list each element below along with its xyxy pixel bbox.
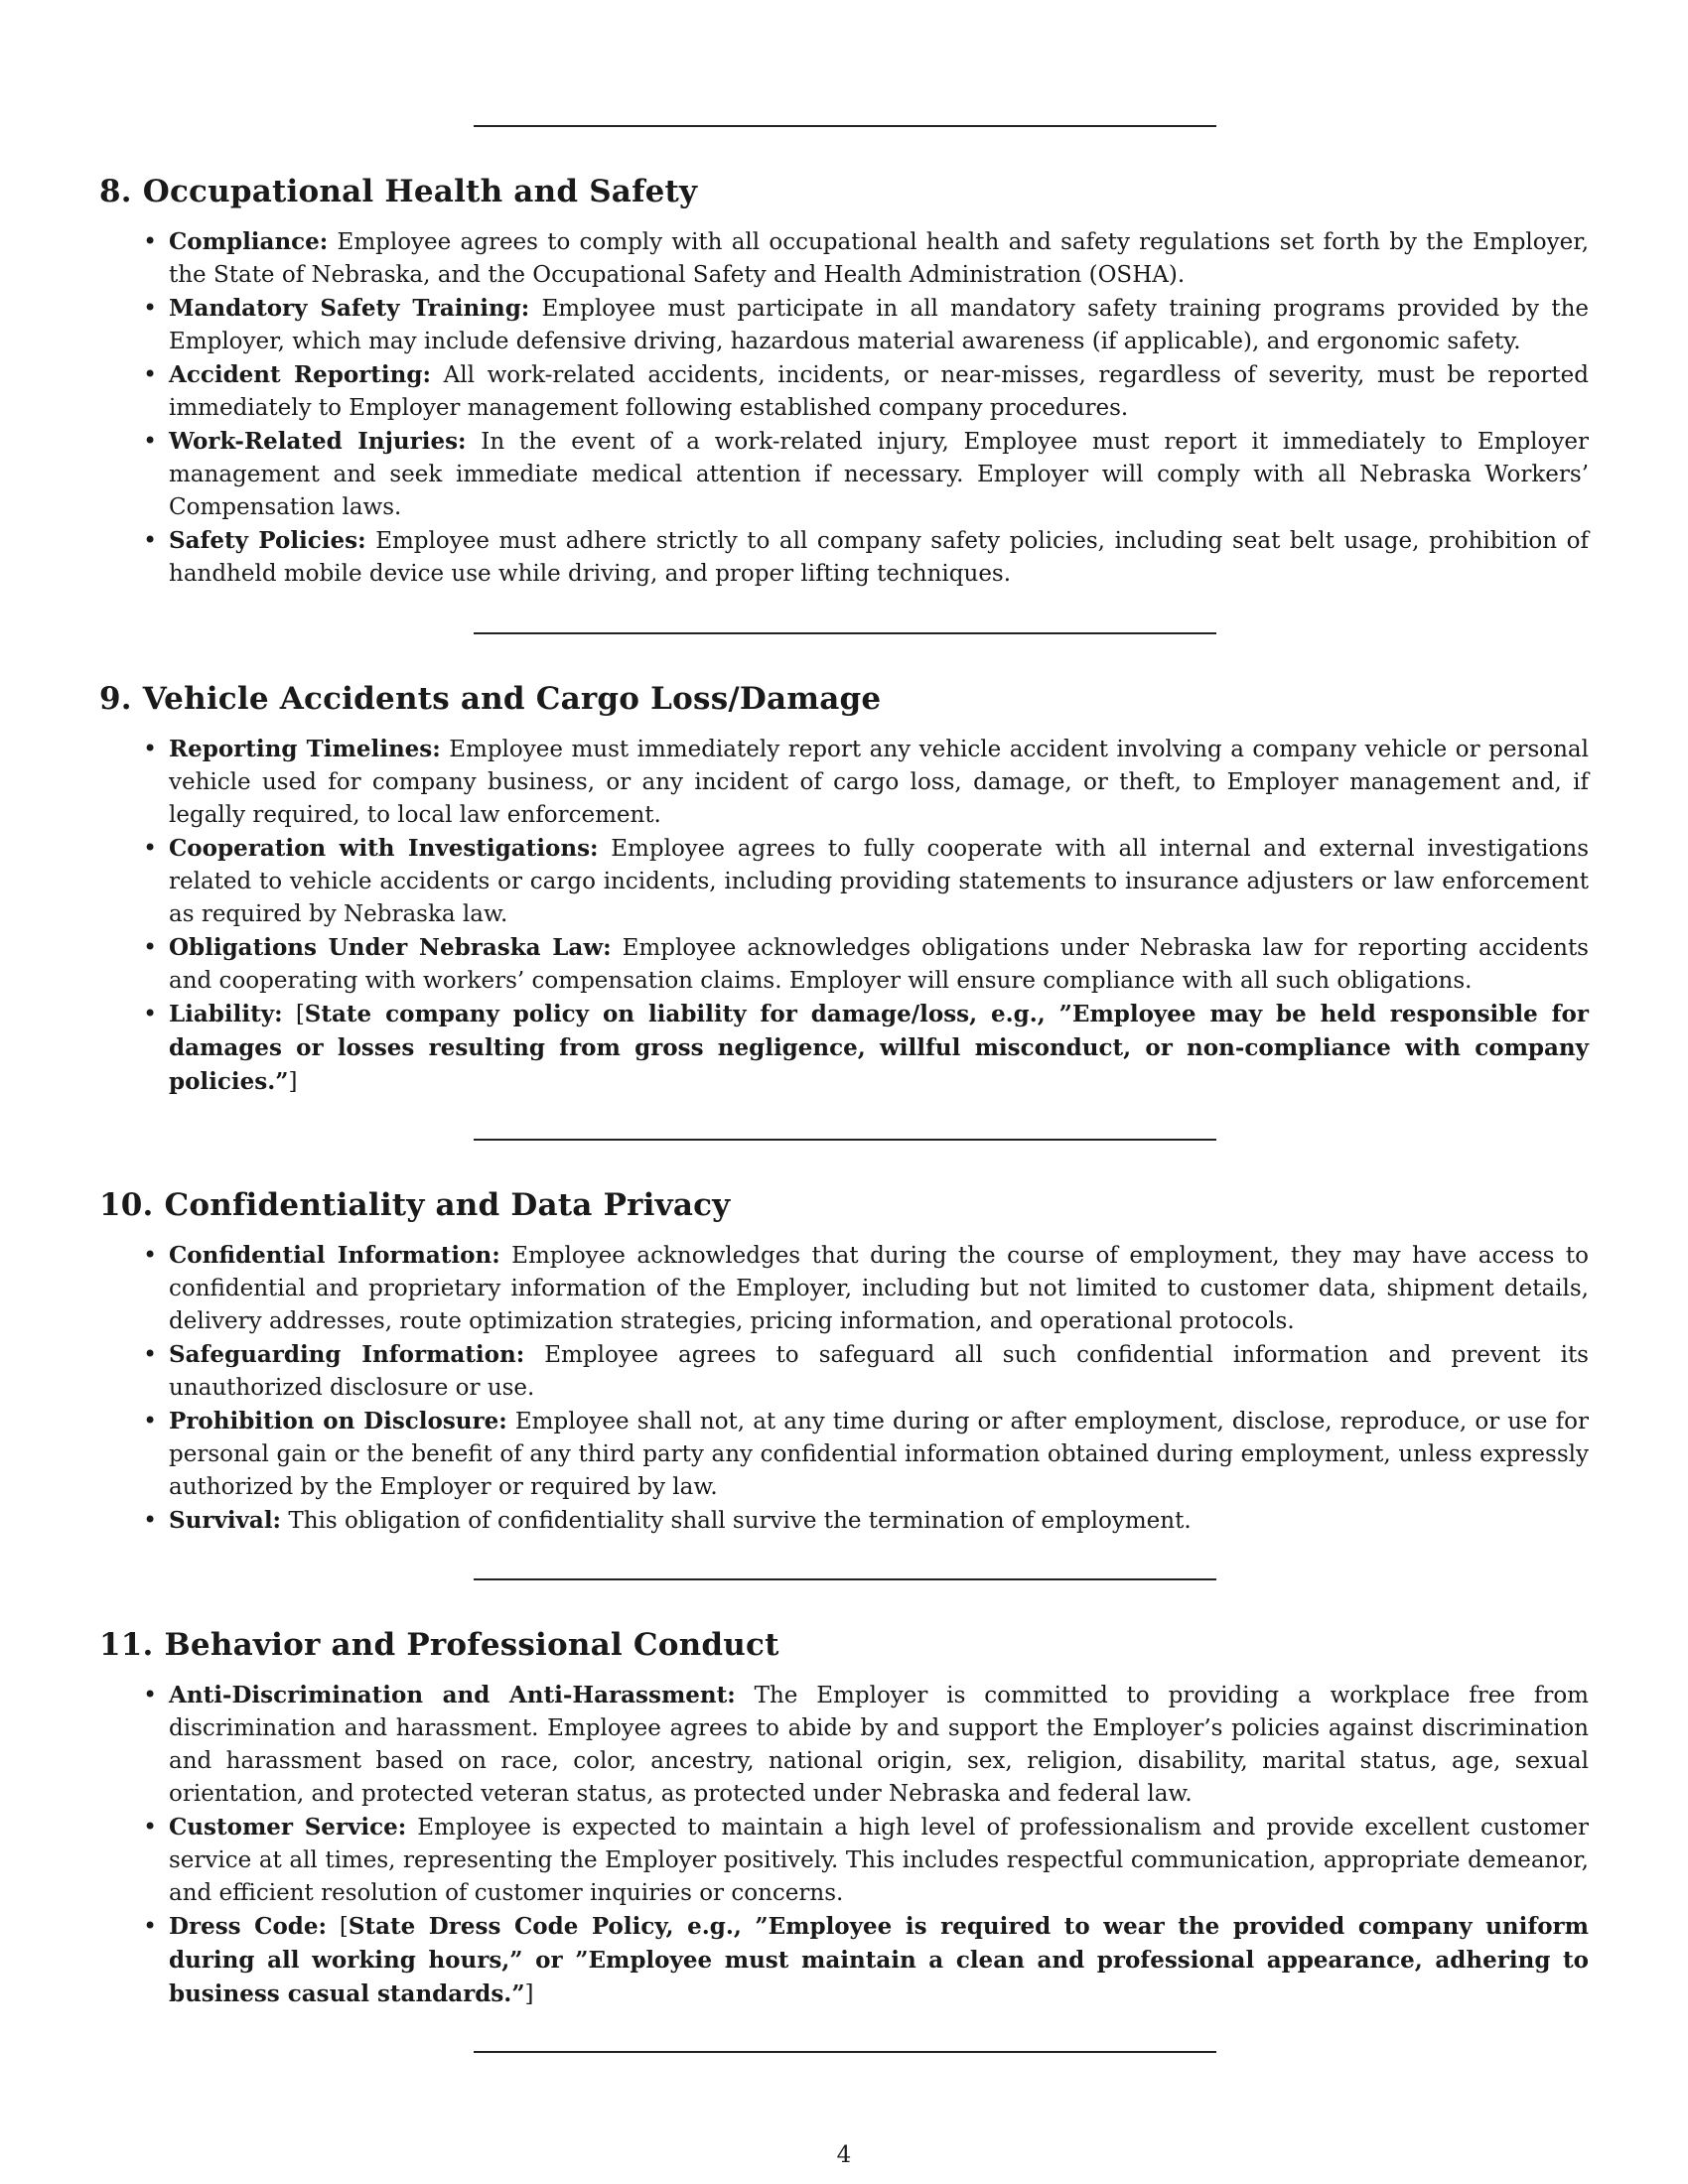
section-heading: 9. Vehicle Accidents and Cargo Loss/Damage bbox=[99, 681, 882, 717]
list-item: • Compliance: Employee agrees to comply with all occupational health and safety regulations set forth by the Employer, the State of Nebraska, and the Occupational Safety and Health Administration (OSHA). bbox=[169, 225, 1589, 292]
list-item: • Safeguarding Information: Employee agrees to safeguard all such confidential information and prevent its unauthorized disclosure or use. bbox=[169, 1338, 1589, 1405]
list-item: • Customer Service: Employee is expected to maintain a high level of professionalism and provide excellent customer service at all times, representing the Employer positively. This includes respectful communication, appropriate demeanor, and efficient resolution of customer inquiries or concerns. bbox=[169, 1811, 1589, 1910]
section-heading: 10. Confidentiality and Data Privacy bbox=[99, 1187, 731, 1223]
list-item: • Work-Related Injuries: In the event of a work-related injury, Employee must report it immediately to Employer management and seek immediate medical attention if necessary. Employer will comply with all Nebraska Workers’ Compensation laws. bbox=[169, 425, 1589, 524]
list-item: • Anti-Discrimination and Anti-Harassment: The Employer is committed to providing a workplace free from discrimination and harassment. Employee agrees to abide by and support the Employer’s policies against discrimination and harassment based on race, color, ancestry, national origin, sex, religion, disability, marital status, age, sexual orientation, and protected veteran status, as protected under Nebraska and federal law. bbox=[169, 1679, 1589, 1811]
bullet-list bbox=[99, 1239, 1589, 1538]
section-vehicle-accidents bbox=[99, 679, 1589, 1099]
section-heading: 11. Behavior and Professional Conduct bbox=[99, 1627, 779, 1663]
divider bbox=[474, 1578, 1216, 1580]
list-item: • Reporting Timelines: Employee must immediately report any vehicle accident involving a company vehicle or personal vehicle used for company business, or any incident of cargo loss, damage, or theft, to Employer management and, if legally required, to local law enforcement. bbox=[169, 733, 1589, 832]
bullet-list bbox=[99, 1679, 1589, 2011]
page-number: 4 bbox=[836, 2142, 852, 2168]
list-item: • Prohibition on Disclosure: Employee shall not, at any time during or after employment, disclose, reproduce, or use for personal gain or the benefit of any third party any confidential information obtained during employment, unless expressly authorized by the Employer or required by law. bbox=[169, 1405, 1589, 1504]
list-item: • Accident Reporting: All work-related accidents, incidents, or near-misses, regardless of severity, must be reported immediately to Employer management following established company procedures. bbox=[169, 358, 1589, 425]
bullet-list bbox=[99, 225, 1589, 591]
section-occupational-health bbox=[99, 172, 1589, 591]
divider bbox=[474, 632, 1216, 634]
bullet-list bbox=[99, 733, 1589, 1099]
list-item: • Dress Code: [State Dress Code Policy, e.g., ”Employee is required to wear the provided company uniform during all working hours,” or ”Employee must maintain a clean and professional appearance, adhering to business casual standards.”] bbox=[169, 1910, 1589, 2011]
list-item: • Liability: [State company policy on liability for damage/loss, e.g., ”Employee may be held responsible for damages or losses resulting from gross negligence, willful misconduct, or non-compliance with company policies.”] bbox=[169, 998, 1589, 1099]
section-behavior-conduct bbox=[99, 1625, 1589, 2011]
list-item: • Confidential Information: Employee acknowledges that during the course of employment, they may have access to confidential and proprietary information of the Employer, including but not limited to customer data, shipment details, delivery addresses, route optimization strategies, pricing information, and operational protocols. bbox=[169, 1239, 1589, 1338]
section-heading: 8. Occupational Health and Safety bbox=[99, 174, 698, 209]
section-confidentiality bbox=[99, 1185, 1589, 1538]
divider bbox=[474, 125, 1216, 127]
divider bbox=[474, 1139, 1216, 1141]
list-item: • Survival: This obligation of confidentiality shall survive the termination of employment. bbox=[169, 1504, 1589, 1538]
list-item: • Mandatory Safety Training: Employee must participate in all mandatory safety training programs provided by the Employer, which may include defensive driving, hazardous material awareness (if applicable), and ergonomic safety. bbox=[169, 292, 1589, 358]
divider bbox=[474, 2051, 1216, 2053]
list-item: • Obligations Under Nebraska Law: Employee acknowledges obligations under Nebraska law for reporting accidents and cooperating with workers’ compensation claims. Employer will ensure compliance with all such obligations. bbox=[169, 931, 1589, 998]
list-item: • Cooperation with Investigations: Employee agrees to fully cooperate with all internal and external investigations related to vehicle accidents or cargo incidents, including providing statements to insurance adjusters or law enforcement as required by Nebraska law. bbox=[169, 832, 1589, 931]
list-item: • Safety Policies: Employee must adhere strictly to all company safety policies, including seat belt usage, prohibition of handheld mobile device use while driving, and proper lifting techniques. bbox=[169, 524, 1589, 591]
